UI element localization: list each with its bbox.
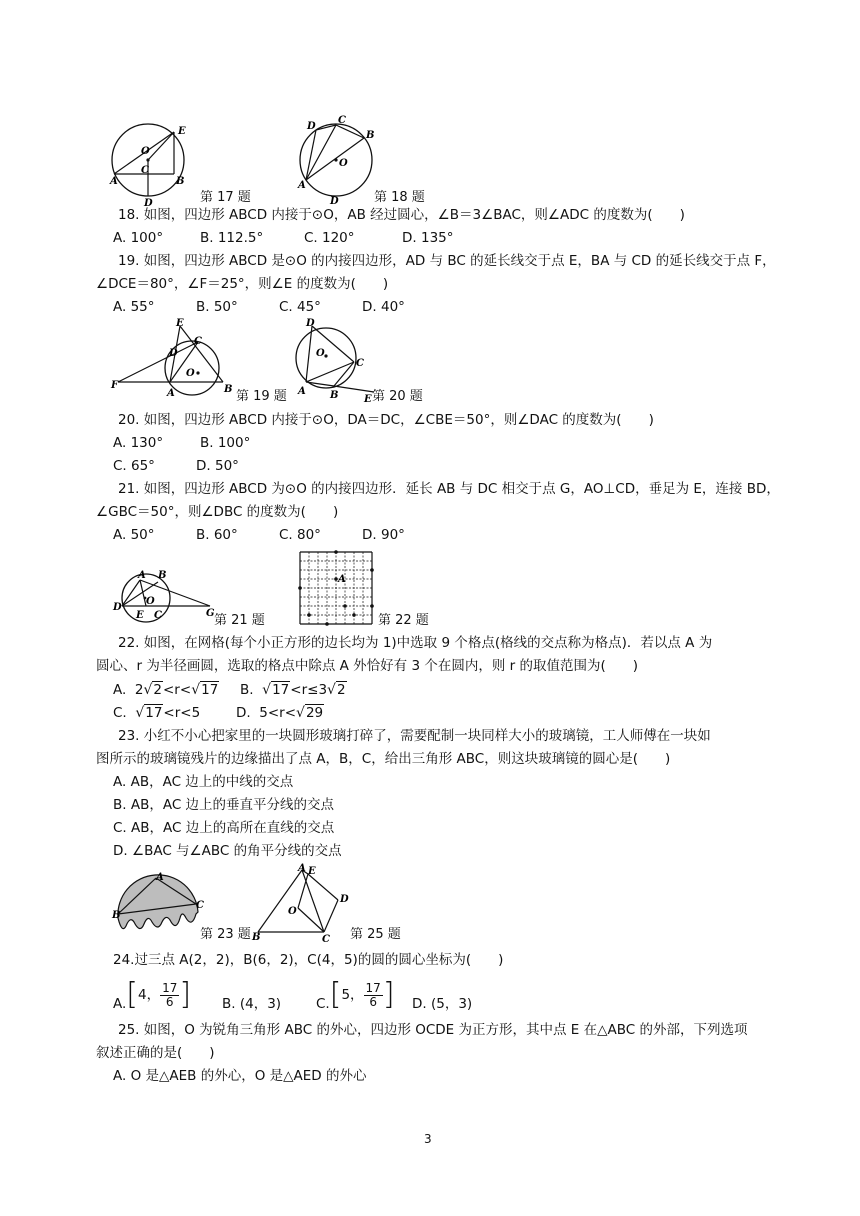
fig19-label-f: F bbox=[111, 380, 119, 391]
fig18-label-d2: D bbox=[330, 196, 339, 207]
fig21-label-b: B bbox=[158, 570, 167, 581]
fig20-caption: 第 20 题 bbox=[372, 389, 423, 404]
q22-option-a: A. 2√2<r<√17 bbox=[113, 682, 219, 698]
q24-option-d: D. (5，3) bbox=[412, 996, 473, 1012]
fig19-caption: 第 19 题 bbox=[236, 389, 287, 404]
fig20-label-a: A bbox=[298, 386, 306, 397]
fig19-label-o: O bbox=[186, 368, 195, 379]
fig20-label-o: O bbox=[316, 348, 325, 359]
q22a-radicand-2: 17 bbox=[201, 682, 219, 698]
figure-22-grid bbox=[296, 548, 376, 628]
fig19-label-c: C bbox=[194, 336, 202, 347]
q23-option-c: C. AB，AC 边上的高所在直线的交点 bbox=[113, 820, 335, 836]
fig18-caption: 第 18 题 bbox=[374, 190, 425, 205]
q21-option-c: C. 80° bbox=[279, 527, 321, 543]
fig25-label-a: A bbox=[298, 863, 306, 874]
fig25-label-d: D bbox=[340, 894, 349, 905]
fig17-label-a: A bbox=[110, 176, 118, 187]
figure-19 bbox=[110, 318, 245, 400]
q20-stem: 20. 如图，四边形 ABCD 内接于⊙O，DA＝DC，∠CBE＝50°，则∠DAC 的度数为( ) bbox=[118, 412, 654, 428]
q23-option-d: D. ∠BAC 与∠ABC 的角平分线的交点 bbox=[113, 843, 342, 859]
q22-stem-line1: 22. 如图，在网格(每个小正方形的边长均为 1)中选取 9 个格点(格线的交点称为格点)．若以点 A 为 bbox=[118, 635, 713, 651]
figure-21 bbox=[110, 566, 222, 626]
q22-stem-line2: 圆心、r 为半径画圆，选取的格点中除点 A 外恰好有 3 个在圆内，则 r 的取值范围为( ) bbox=[96, 658, 638, 674]
figure-20 bbox=[292, 318, 382, 405]
fig23-label-b: B bbox=[112, 910, 121, 921]
fig21-label-g: G bbox=[206, 608, 215, 619]
grid-lattice-point bbox=[370, 568, 374, 572]
fig21-label-d: D bbox=[113, 602, 122, 613]
fig17-label-d: D bbox=[144, 198, 153, 209]
fig19-label-a: A bbox=[167, 388, 175, 399]
q18-option-d: D. 135° bbox=[402, 230, 454, 246]
fig23-label-c: C bbox=[196, 900, 204, 911]
q24-option-a: A. [ 4， $\frac{17}{6}$ ] bbox=[113, 977, 192, 1012]
fig21-label-o: O bbox=[146, 596, 155, 607]
q20-option-d: D. 50° bbox=[196, 458, 239, 474]
fig25-label-b: B bbox=[252, 932, 261, 943]
q22-option-d: D. 5<r<√29 bbox=[236, 705, 324, 721]
q23-stem-line1: 23. 小红不小心把家里的一块圆形玻璃打碎了，需要配制一块同样大小的玻璃镜，工人师傅在一块如 bbox=[118, 728, 711, 744]
q20-option-c: C. 65° bbox=[113, 458, 155, 474]
fig25-label-e: E bbox=[308, 866, 316, 877]
q23-option-b: B. AB，AC 边上的垂直平分线的交点 bbox=[113, 797, 335, 813]
fig17-caption: 第 17 题 bbox=[200, 190, 251, 205]
q19-stem-line1: 19. 如图，四边形 ABCD 是⊙O 的内接四边形，AD 与 BC 的延长线交于点 E，BA 与 CD 的延长线交于点 F， bbox=[118, 253, 776, 269]
q25-stem-line2: 叙述正确的是( ) bbox=[96, 1045, 215, 1061]
fig17-label-e: E bbox=[178, 126, 186, 137]
grid-lattice-point bbox=[352, 613, 356, 617]
q19-stem-line2: ∠DCE＝80°，∠F＝25°，则∠E 的度数为( ) bbox=[96, 276, 389, 292]
q18-option-c: C. 120° bbox=[304, 230, 355, 246]
fig22-label-a: A bbox=[338, 574, 346, 585]
fig22-caption: 第 22 题 bbox=[378, 613, 429, 628]
q21-stem-line2: ∠GBC＝50°，则∠DBC 的度数为( ) bbox=[96, 504, 339, 520]
grid-lattice-point bbox=[298, 586, 302, 590]
figure-18 bbox=[296, 116, 386, 206]
q21-option-d: D. 90° bbox=[362, 527, 405, 543]
fig25-caption: 第 25 题 bbox=[350, 927, 401, 942]
fig25-label-c: C bbox=[322, 934, 330, 945]
fig19-label-e: E bbox=[176, 318, 184, 329]
figure-17 bbox=[108, 122, 198, 207]
fig25-label-o: O bbox=[288, 906, 297, 917]
grid-lattice-point bbox=[370, 604, 374, 608]
fig17-label-b: B bbox=[176, 176, 185, 187]
fig23-caption: 第 23 题 bbox=[200, 927, 251, 942]
q19-option-b: B. 50° bbox=[196, 299, 238, 315]
fig21-label-a: A bbox=[138, 570, 146, 581]
fig20-label-b: B bbox=[330, 390, 339, 401]
q24-stem: 24.过三点 A(2，2)，B(6，2)，C(4，5)的圆的圆心坐标为( ) bbox=[113, 952, 504, 968]
fig21-label-c: C bbox=[154, 610, 162, 621]
fig18-label-d: D bbox=[307, 121, 316, 132]
q23-stem-line2: 图所示的玻璃镜残片的边缘描出了点 A，B，C，给出三角形 ABC，则这块玻璃镜的圆心是( ) bbox=[96, 751, 671, 767]
fig20-label-e: E bbox=[364, 394, 372, 405]
q21-option-a: A. 50° bbox=[113, 527, 155, 543]
grid-lattice-point bbox=[325, 622, 329, 626]
q25-option-a: A. O 是△AEB 的外心，O 是△AED 的外心 bbox=[113, 1068, 367, 1084]
q25-stem-line1: 25. 如图，O 为锐角三角形 ABC 的外心，四边形 OCDE 为正方形，其中点 E 在△ABC 的外部，下列选项 bbox=[118, 1022, 748, 1038]
q21-stem-line1: 21. 如图，四边形 ABCD 为⊙O 的内接四边形．延长 AB 与 DC 相交于点 G，AO⊥CD，垂足为 E，连接 BD， bbox=[118, 481, 780, 497]
q19-option-d: D. 40° bbox=[362, 299, 405, 315]
fig20-label-c: C bbox=[356, 358, 364, 369]
q24-option-b: B. (4，3) bbox=[222, 996, 282, 1012]
fig21-caption: 第 21 题 bbox=[214, 613, 265, 628]
figure-25 bbox=[250, 862, 360, 945]
fig23-label-a: A bbox=[156, 872, 164, 883]
fig21-label-e: E bbox=[136, 610, 144, 621]
q18-stem: 18. 如图，四边形 ABCD 内接于⊙O，AB 经过圆心，∠B＝3∠BAC，则∠ADC 的度数为( ) bbox=[118, 207, 685, 223]
q18-option-a: A. 100° bbox=[113, 230, 164, 246]
q22-option-b: B. √17<r≤3√2 bbox=[240, 682, 346, 698]
grid-lattice-point bbox=[307, 613, 311, 617]
fig18-label-o: O bbox=[339, 158, 348, 169]
fig17-label-o: O bbox=[141, 146, 150, 157]
q20-option-b: B. 100° bbox=[200, 435, 251, 451]
q21-option-b: B. 60° bbox=[196, 527, 238, 543]
figure-23 bbox=[110, 870, 202, 942]
q19-option-c: C. 45° bbox=[279, 299, 321, 315]
fig19-label-d: D bbox=[169, 348, 178, 359]
fig18-label-c: C bbox=[338, 115, 346, 126]
q22-option-c: C. √17<r<5 bbox=[113, 705, 201, 721]
grid-lattice-point bbox=[343, 604, 347, 608]
fig18-label-b: B bbox=[366, 130, 375, 141]
grid-lattice-point bbox=[334, 550, 338, 554]
q22a-radicand-1: 2 bbox=[153, 682, 162, 698]
q20-option-a: A. 130° bbox=[113, 435, 164, 451]
fig20-label-d: D bbox=[306, 318, 315, 329]
fig19-label-b: B bbox=[224, 384, 233, 395]
fig17-label-c: C bbox=[141, 165, 149, 176]
fig18-label-a: A bbox=[298, 180, 306, 191]
q19-option-a: A. 55° bbox=[113, 299, 155, 315]
page-number: 3 bbox=[424, 1132, 432, 1146]
q24-option-c: C. [ 5， $\frac{17}{6}$ ] bbox=[316, 977, 395, 1012]
q18-option-b: B. 112.5° bbox=[200, 230, 264, 246]
q23-option-a: A. AB，AC 边上的中线的交点 bbox=[113, 774, 294, 790]
